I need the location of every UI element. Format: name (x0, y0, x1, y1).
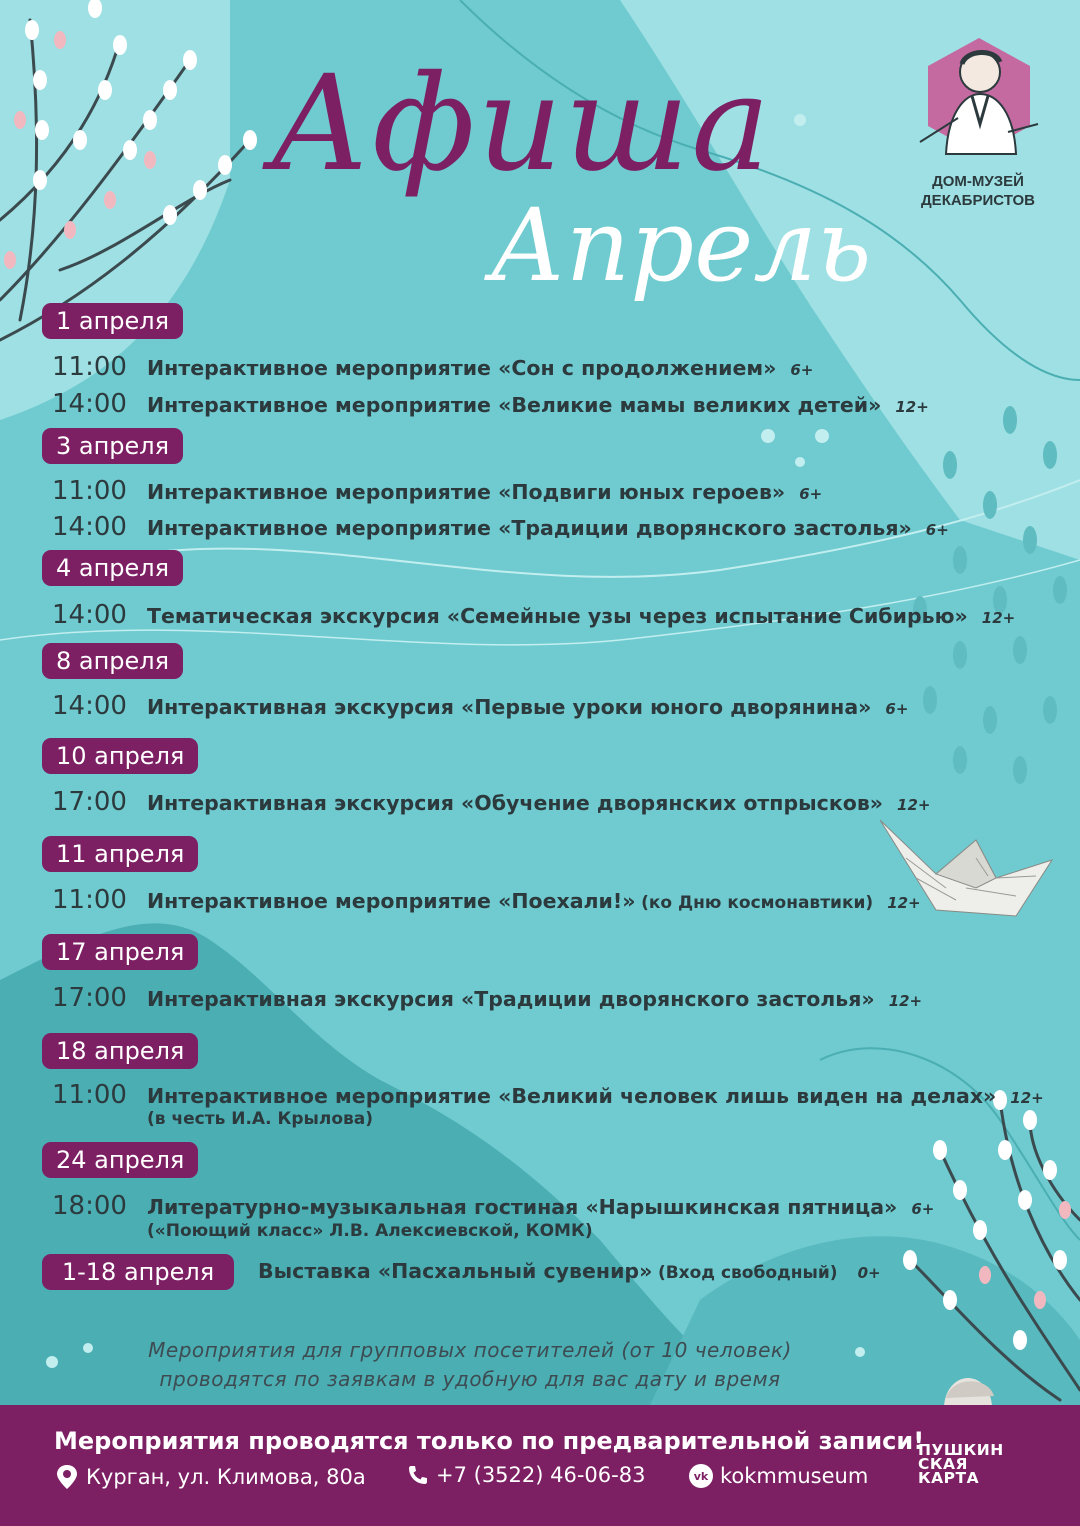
pushkin-card-label (918, 1443, 1042, 1485)
event-row (52, 476, 822, 506)
address-text: Курган, ул. Климова, 80а (86, 1465, 366, 1489)
age-rating: 0+ (857, 1264, 881, 1282)
date-pill: 18 апреля (42, 1033, 198, 1069)
age-rating: 12+ (887, 894, 921, 912)
poster-title: Афиша (270, 47, 773, 201)
group-visitors-note (40, 1336, 900, 1394)
date-pill: 8 апреля (42, 643, 183, 679)
date-pill: 10 апреля (42, 738, 198, 774)
event-row (52, 512, 949, 542)
event-row (52, 1191, 934, 1221)
museum-name-line2: ДЕКАБРИСТОВ (921, 192, 1035, 209)
event-time: 17:00 (52, 787, 127, 817)
event-title: Интерактивное мероприятие «Традиции дворянского застолья» (147, 516, 912, 540)
pushkin-line2: СКАЯ (918, 1455, 968, 1473)
age-rating: 6+ (790, 361, 814, 379)
pushkin-line3: КАРТА (918, 1469, 980, 1487)
event-time: 14:00 (52, 600, 127, 630)
event-title: Литературно-музыкальная гостиная «Нарышкинская пятница» (147, 1195, 898, 1219)
age-rating: 6+ (799, 485, 823, 503)
group-note-line2: проводятся по заявкам в удобную для вас дату и время (159, 1367, 781, 1391)
exhibition-date-pill: 1-18 апреля (42, 1254, 234, 1290)
event-row (52, 600, 1015, 630)
event-note: («Поющий класс» Л.В. Алексиевской, КОМК) (147, 1221, 593, 1241)
event-time: 14:00 (52, 389, 127, 419)
exhibition-row (258, 1259, 881, 1283)
event-title: Интерактивное мероприятие «Поехали!» (147, 889, 636, 913)
date-pill: 24 апреля (42, 1142, 198, 1178)
phone-icon (406, 1463, 430, 1487)
vk-text: kokmmuseum (720, 1464, 869, 1488)
event-time: 14:00 (52, 512, 127, 542)
location-pin-icon (54, 1463, 80, 1491)
event-row (52, 787, 930, 817)
date-pill: 4 апреля (42, 550, 183, 586)
event-note: (в честь И.А. Крылова) (147, 1109, 374, 1129)
event-title: Интерактивное мероприятие «Подвиги юных героев» (147, 480, 786, 504)
paper-boat-icon (876, 818, 1054, 918)
svg-text:vk: vk (693, 1470, 709, 1483)
age-rating: 6+ (885, 700, 909, 718)
event-time: 11:00 (52, 1080, 127, 1110)
age-rating: 6+ (911, 1200, 935, 1218)
vk-icon (688, 1463, 714, 1489)
event-row (52, 1080, 1044, 1110)
age-rating: 6+ (925, 521, 949, 539)
event-row (52, 983, 922, 1013)
museum-name-line1: ДОМ-МУЗЕЙ (932, 173, 1024, 190)
event-row (52, 885, 921, 915)
age-rating: 12+ (981, 609, 1016, 627)
event-title: Интерактивная экскурсия «Обучение дворянских отпрысков» (147, 791, 884, 815)
footer-vk[interactable] (688, 1463, 868, 1489)
museum-portrait-logo (918, 34, 1040, 160)
date-pill: 17 апреля (42, 934, 198, 970)
event-time: 17:00 (52, 983, 127, 1013)
event-title: Интерактивное мероприятие «Великие мамы великих детей» (147, 393, 882, 417)
event-time: 11:00 (52, 352, 127, 382)
event-extra: (ко Дню космонавтики) (641, 893, 874, 913)
pushkin-line1: ПУШКИН (918, 1441, 1004, 1459)
group-note-line1: Мероприятия для групповых посетителей (от 10 человек) (148, 1338, 792, 1362)
age-rating: 12+ (1010, 1089, 1044, 1107)
event-time: 11:00 (52, 885, 127, 915)
museum-name (900, 172, 1056, 210)
event-time: 18:00 (52, 1191, 127, 1221)
event-title: Интерактивное мероприятие «Сон с продолжением» (147, 356, 777, 380)
exhibition-title: Выставка «Пасхальный сувенир» (258, 1259, 653, 1283)
date-pill: 3 апреля (42, 428, 183, 464)
age-rating: 12+ (897, 796, 931, 814)
event-title: Интерактивное мероприятие «Великий человек лишь виден на делах» (147, 1084, 997, 1108)
date-pill: 1 апреля (42, 303, 183, 339)
event-row (52, 352, 813, 382)
event-row (52, 691, 908, 721)
event-title: Тематическая экскурсия «Семейные узы через испытание Сибирью» (147, 604, 968, 628)
event-title: Интерактивная экскурсия «Первые уроки юного дворянина» (147, 695, 872, 719)
footer-address (54, 1463, 366, 1491)
poster-subtitle-month: Апрель (490, 187, 872, 304)
footer-headline: Мероприятия проводятся только по предварительной записи! (54, 1427, 925, 1455)
event-title: Интерактивная экскурсия «Традиции дворянского застолья» (147, 987, 875, 1011)
date-pill: 11 апреля (42, 836, 198, 872)
event-time: 11:00 (52, 476, 127, 506)
age-rating: 12+ (888, 992, 923, 1010)
age-rating: 12+ (895, 398, 929, 416)
footer-phone[interactable] (406, 1463, 645, 1487)
event-time: 14:00 (52, 691, 127, 721)
phone-text: +7 (3522) 46-06-83 (436, 1463, 646, 1487)
exhibition-extra: (Вход свободный) (657, 1263, 838, 1283)
event-row (52, 389, 929, 419)
